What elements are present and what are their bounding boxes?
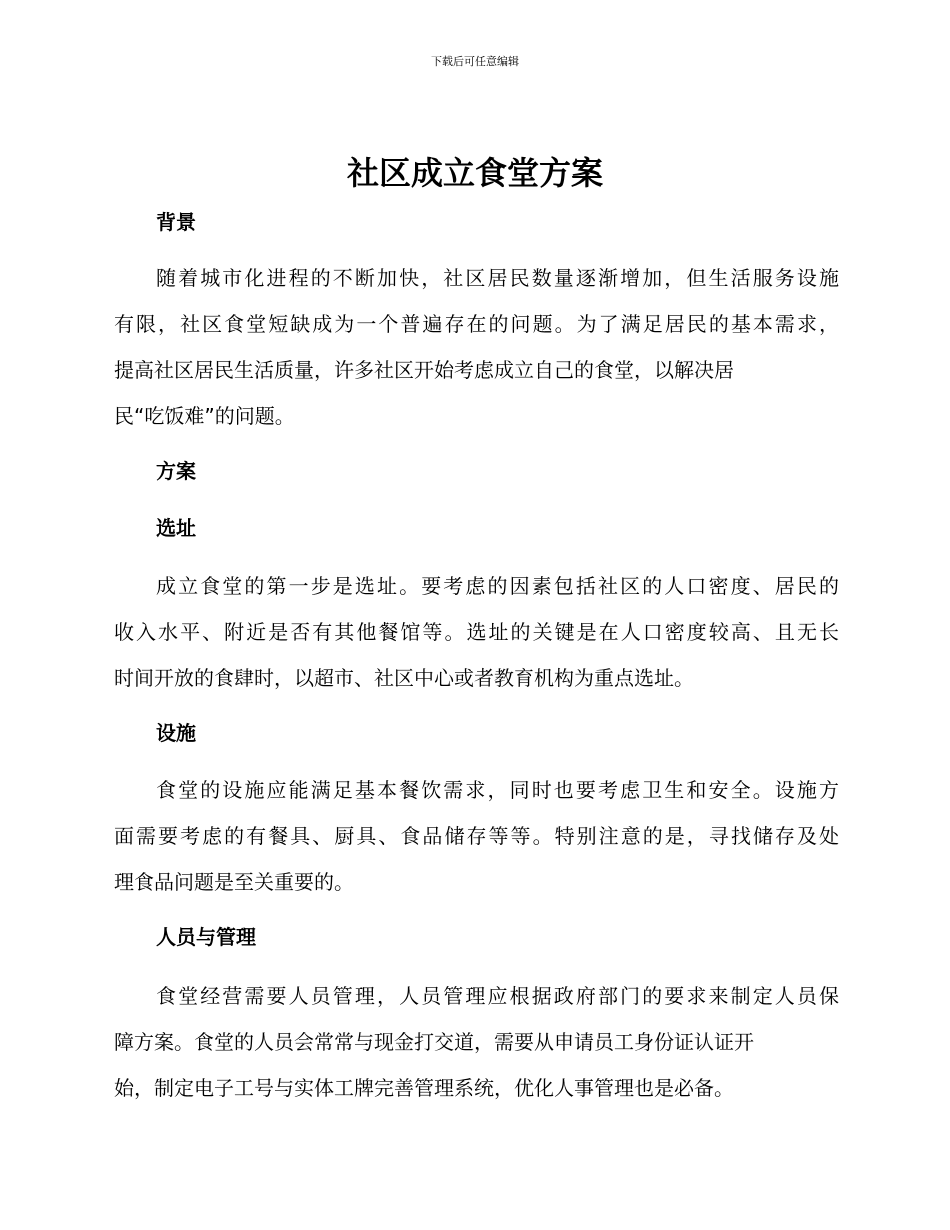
paragraph-line: 障方案。食堂的人员会常常与现金打交道，需要从申请员工身份证认证开 [114, 1030, 754, 1054]
paragraph-line: 民“吃饭难”的问题。 [114, 404, 295, 428]
paragraph-line: 提高社区居民生活质量，许多社区开始考虑成立自己的食堂，以解决居 [114, 358, 734, 382]
heading-background: 背景 [156, 210, 196, 234]
paragraph-line: 始，制定电子工号与实体工牌完善管理系统，优化人事管理也是必备。 [114, 1076, 734, 1100]
paragraph-line: 时间开放的食肆时，以超市、社区中心或者教育机构为重点选址。 [114, 666, 694, 690]
heading-staff: 人员与管理 [156, 925, 256, 949]
paragraph-line: 有限，社区食堂短缺成为一个普遍存在的问题。为了满足居民的基本需求， [114, 312, 839, 336]
paragraph-line: 成立食堂的第一步是选址。要考虑的因素包括社区的人口密度、居民的 [156, 574, 839, 598]
paragraph-site [114, 563, 839, 701]
paragraph-line: 食堂的设施应能满足基本餐饮需求，同时也要考虑卫生和安全。设施方 [156, 778, 839, 802]
document-title: 社区成立食堂方案 [346, 154, 603, 192]
paragraph-line: 面需要考虑的有餐具、厨具、食品储存等等。特别注意的是，寻找储存及处 [114, 824, 839, 848]
paragraph-line: 收入水平、附近是否有其他餐馆等。选址的关键是在人口密度较高、且无长 [114, 620, 839, 644]
paragraph-background [114, 255, 839, 439]
paragraph-staff [114, 973, 839, 1111]
heading-plan: 方案 [156, 459, 196, 483]
paragraph-facilities [114, 767, 839, 905]
paragraph-line: 随着城市化进程的不断加快，社区居民数量逐渐增加，但生活服务设施 [156, 266, 839, 290]
paragraph-line: 理食品问题是至关重要的。 [114, 870, 354, 894]
paragraph-line: 食堂经营需要人员管理，人员管理应根据政府部门的要求来制定人员保 [156, 984, 839, 1008]
heading-facilities: 设施 [156, 721, 196, 745]
header-note: 下载后可任意编辑 [431, 55, 519, 68]
heading-site: 选址 [156, 516, 196, 540]
